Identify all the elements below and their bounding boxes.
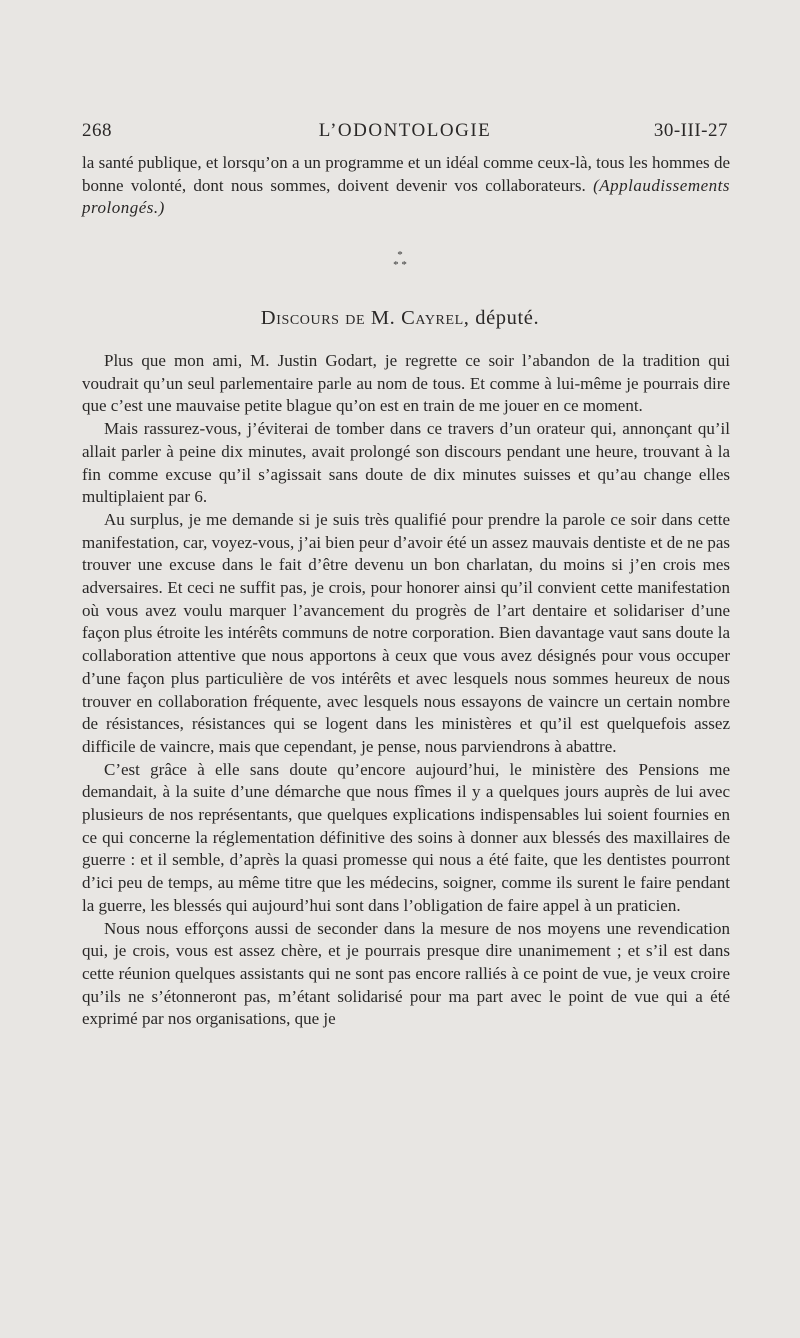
running-header [82, 120, 728, 146]
speech-paragraph: Nous nous efforçons aussi de seconder dans la mesure de nos moyens une revendication qui, je crois, vous est assez chère, et je pourrais presque dire unanimement ; et s’il est dans cette réunion quelques assistants qui ne sont pas encore ralliés à ce point de vue, je veux croire qu’ils ne s’étonneront pas, m’étant solidarisé pour ma part avec le point de vue qui a été exprimé par nos organisations, que je [82, 918, 730, 1029]
intro-text-block [82, 152, 730, 220]
speech-paragraph: Au surplus, je me demande si je suis très qualifié pour prendre la parole ce soir dans cette manifestation, car, voyez-vous, j’ai bien peur d’avoir été un assez mauvais dentiste et de ne pas trouver une excuse dans le fait d’être devenu un bon charlatan, du moins si j’en crois mes adversaires. Et ceci ne suffit pas, je crois, pour honorer ainsi qu’il convient cette manifestation où vous avez voulu marquer l’avancement du progrès de l’art dentaire et solidariser d’une façon plus étroite les intérêts communs de notre corporation. Bien davantage vaut sans doute la collaboration attentive que nous apportons à ceux que vous avez désignés pour vous occuper d’une façon plus particulière de vos intérêts et avec lesquels nous sommes heureux de nous trouver en collaboration fréquente, avec lesquels nous essayons de vaincre un certain nombre de résistances, résistances qui se logent dans les ministères et qu’il est quelquefois assez difficile de vaincre, mais que cependant, je pense, nous parviendrons à abattre. [82, 509, 730, 756]
speech-heading-title: Discours de M. Cayrel, [260, 307, 470, 329]
speech-paragraph: C’est grâce à elle sans doute qu’encore aujourd’hui, le ministère des Pensions me demandait, à la suite d’une démarche que nous fîmes il y a quelques jours auprès de lui avec plusieurs de nos représentants, que quelques explications indispensables lui soient fournies en ce qui concerne la réglementation définitive des soins à donner aux blessés des maxillaires de guerre : et il semble, d’après la quasi promesse qui nous a été faite, que les dentistes pourront d’ici peu de temps, au même titre que les médecins, soigner, comme ils surent le faire pendant la guerre, les blessés qui aujourd’hui sont dans l’obligation de faire appel à un praticien. [82, 759, 730, 915]
intro-text: la santé publique, et lorsqu’on a un programme et un idéal comme ceux-là, tous les hommes de bonne volonté, dont nous sommes, doivent devenir vos collaborateurs. [82, 153, 730, 195]
issue-date: 30-III-27 [653, 120, 728, 141]
page-number: 268 [82, 120, 112, 141]
speech-body [82, 350, 730, 1031]
speech-heading [0, 307, 800, 330]
speech-paragraph: Mais rassurez-vous, j’éviterai de tomber dans ce travers d’un orateur qui, annonçant qu’il allait parler à peine dix minutes, avait prolongé son discours pendant une heure, trouvant à la fin comme excuse qu’il s’agissait sans doute de dix minutes suisses et qu’au change elles multiplaient par 6. [82, 419, 730, 507]
intro-paragraph [82, 152, 730, 220]
asterism-top: * [397, 249, 403, 261]
speech-heading-role: député. [469, 307, 540, 329]
asterism-bottom: * * [393, 259, 407, 271]
applause-note: (Applaudissements prolongés.) [82, 175, 730, 218]
speech-paragraph: Plus que mon ami, M. Justin Godart, je regrette ce soir l’abandon de la tradition qui voudrait qu’un seul parlementaire parle au nom de tous. Et comme à lui-même je pourrais dire que c’est une mauvaise petite blague qu’on est en train de me jouer en ce moment. [82, 351, 730, 416]
section-separator [0, 250, 800, 270]
journal-title: L’ODONTOLOGIE [318, 120, 492, 141]
